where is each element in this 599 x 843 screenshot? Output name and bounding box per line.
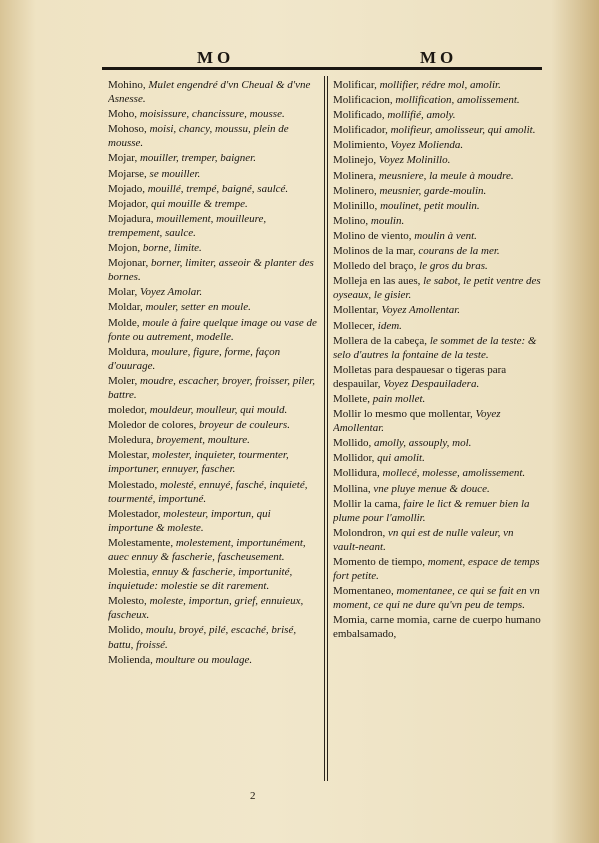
entry-headword: Molestador, — [108, 507, 161, 520]
entry-headword: Molletas para despauesar o tigeras para despauilar, — [333, 363, 507, 390]
header-left: MO — [197, 48, 235, 67]
header-rule — [102, 67, 542, 70]
entry-headword: Molondron, — [333, 526, 386, 539]
dictionary-entry — [333, 451, 541, 465]
entry-headword: Mojador, — [108, 197, 149, 210]
dictionary-entry — [108, 448, 318, 476]
left-column — [108, 78, 318, 783]
right-column — [333, 78, 541, 783]
entry-headword: Mojon, — [108, 242, 141, 255]
entry-definition: borne, limite. — [140, 242, 202, 255]
dictionary-entry — [108, 316, 318, 344]
dictionary-entry — [333, 184, 541, 198]
dictionary-entry — [333, 93, 541, 107]
dictionary-entry — [108, 345, 318, 373]
entry-definition: courans de la mer. — [415, 245, 500, 258]
entry-definition: mouillement, mouilleure, trempement, saulce. — [108, 212, 267, 239]
dictionary-entry — [333, 259, 541, 273]
entry-headword: Mojarse, — [108, 167, 147, 180]
entry-definition: moudre, escacher, broyer, froisser, piler, battre. — [108, 374, 316, 401]
dictionary-entry — [333, 108, 541, 122]
entry-headword: Moho, — [108, 108, 138, 121]
dictionary-entry — [108, 433, 318, 447]
entry-definition: meusnier, garde-moulin. — [376, 184, 487, 197]
entry-headword: Mollina, — [333, 482, 371, 495]
dictionary-entry — [333, 319, 541, 333]
entry-headword: Mollidor, — [333, 452, 375, 465]
entry-definition: ennuy & fascherie, importunité, inquietude: molestie se dit rarement. — [108, 566, 293, 593]
entry-definition: moulure, figure, forme, façon d'ouurage. — [108, 345, 281, 372]
entry-definition: vne pluye menue & douce. — [370, 482, 490, 495]
entry-definition: broyement, moulture. — [153, 434, 250, 447]
entry-headword: Molestamente, — [108, 536, 174, 549]
entry-headword: Momia, carne momia, carne de cuerpo humano embalsamado, — [333, 614, 541, 641]
entry-definition: Voyez Amollentar. — [378, 304, 461, 317]
entry-headword: Mohoso, — [108, 123, 147, 136]
entry-headword: Moldura, — [108, 345, 149, 358]
dictionary-entry — [333, 229, 541, 243]
entry-definition: idem. — [375, 319, 402, 332]
dictionary-entry — [108, 285, 318, 299]
entry-headword: Molestia, — [108, 566, 150, 579]
dictionary-entry — [333, 613, 541, 641]
entry-headword: Mollir la cama, — [333, 497, 401, 510]
dictionary-entry — [333, 334, 541, 362]
dictionary-entry — [108, 536, 318, 564]
entry-headword: Molar, — [108, 286, 138, 299]
dictionary-entry — [333, 482, 541, 496]
dictionary-entry — [333, 169, 541, 183]
entry-definition: moulture ou moulage. — [152, 653, 253, 666]
entry-definition: mollifier, rédre mol, amolir. — [376, 79, 501, 91]
entry-headword: Mollido, — [333, 437, 372, 450]
entry-headword: Moledor de colores, — [108, 419, 197, 432]
entry-definition: molester, inquieter, tourmenter, importuner, ennuyer, fascher. — [108, 449, 289, 476]
entry-definition: moulinet, petit moulin. — [377, 199, 480, 212]
entry-headword: Molinero, — [333, 184, 377, 197]
entry-definition: meusniere, la meule à moudre. — [376, 169, 514, 182]
entry-definition: moisissure, chancissure, mousse. — [137, 108, 285, 121]
entry-headword: Molestado, — [108, 478, 158, 491]
running-header — [102, 48, 542, 70]
entry-headword: Molido, — [108, 624, 144, 637]
column-divider — [324, 76, 328, 781]
entry-headword: Molificacion, — [333, 94, 393, 107]
entry-definition: moment, espace de temps fort petite. — [333, 556, 540, 583]
entry-headword: Mojado, — [108, 182, 145, 195]
entry-definition: se mouiller. — [146, 167, 201, 180]
dictionary-entry — [333, 274, 541, 302]
entry-headword: Molienda, — [108, 653, 153, 666]
dictionary-entry — [333, 138, 541, 152]
dictionary-entry — [333, 123, 541, 137]
dictionary-entry — [333, 392, 541, 406]
entry-headword: Mojonar, — [108, 257, 149, 270]
dictionary-entry — [333, 303, 541, 317]
dictionary-entry — [108, 374, 318, 402]
entry-headword: Molino, — [333, 214, 369, 227]
entry-headword: Mollete, — [333, 392, 370, 405]
entry-headword: Mollecer, — [333, 319, 376, 332]
entry-definition: molifieur, amolisseur, qui amolit. — [387, 124, 536, 137]
dictionary-entry — [108, 403, 318, 417]
entry-definition: Voyez Amolar. — [137, 286, 203, 299]
entry-headword: Mollera de la cabeça, — [333, 334, 428, 347]
entry-headword: Mollir lo mesmo que mollentar, — [333, 408, 473, 421]
entry-headword: Molestar, — [108, 449, 150, 462]
entry-definition: momentanee, ce qui se fait en vn moment, ce qui ne dure qu'vn peu de temps. — [333, 585, 540, 612]
footer-mark: 2 — [250, 790, 256, 802]
dictionary-entry — [333, 436, 541, 450]
entry-headword: Molificador, — [333, 124, 388, 137]
entry-headword: Molde, — [108, 316, 140, 329]
entry-headword: Mojadura, — [108, 212, 154, 225]
dictionary-entry — [333, 153, 541, 167]
entry-headword: Moledura, — [108, 434, 154, 447]
dictionary-entry — [333, 555, 541, 583]
entry-definition: moulu, broyé, pilé, escaché, brisé, battu, froissé. — [108, 624, 297, 651]
entry-headword: Moldar, — [108, 301, 143, 314]
dictionary-entry — [333, 78, 541, 92]
dictionary-entry — [108, 167, 318, 181]
dictionary-entry — [108, 197, 318, 211]
dictionary-entry — [108, 256, 318, 284]
entry-definition: moulin à vent. — [411, 229, 477, 242]
entry-headword: Molinejo, — [333, 154, 377, 167]
entry-headword: Molledo del braço, — [333, 260, 417, 273]
dictionary-entry — [108, 653, 318, 667]
entry-headword: Mohino, — [108, 79, 146, 91]
entry-definition: mouldeur, moulleur, qui mould. — [146, 404, 288, 417]
entry-headword: Molificar, — [333, 79, 377, 91]
entry-definition: Mulet engendré d'vn Cheual & d'vne Asnesse. — [108, 79, 311, 106]
entry-headword: Molinera, — [333, 169, 377, 182]
entry-definition: vn qui est de nulle valeur, vn vault-neant. — [333, 526, 514, 553]
entry-definition: molesté, ennuyé, fasché, inquieté, tourmenté, importuné. — [108, 478, 308, 505]
dictionary-entry — [333, 407, 541, 435]
entry-headword: Molleja en las aues, — [333, 275, 421, 288]
entry-headword: moledor, — [108, 404, 147, 417]
entry-definition: moisi, chancy, moussu, plein de mousse. — [108, 123, 289, 150]
dictionary-entry — [333, 244, 541, 258]
entry-definition: moleste, importun, grief, ennuieux, fascheux. — [108, 595, 304, 622]
entry-headword: Molinos de la mar, — [333, 245, 416, 258]
dictionary-entry — [108, 78, 318, 106]
dictionary-entry — [108, 623, 318, 651]
entry-headword: Molimiento, — [333, 139, 388, 152]
entry-headword: Molesto, — [108, 595, 147, 608]
dictionary-entry — [108, 565, 318, 593]
dictionary-entry — [333, 466, 541, 480]
entry-definition: Voyez Molinillo. — [376, 154, 451, 167]
entry-headword: Molino de viento, — [333, 229, 412, 242]
entry-definition: mollifié, amoly. — [384, 109, 456, 122]
entry-headword: Mollidura, — [333, 467, 380, 480]
dictionary-entry — [108, 107, 318, 121]
dictionary-entry — [333, 363, 541, 391]
entry-definition: mouler, setter en moule. — [142, 301, 251, 314]
dictionary-entry — [108, 241, 318, 255]
entry-definition: molestement, importunément, auec ennuy & fascherie, fascheusement. — [108, 536, 306, 563]
entry-definition: Voyez Amollentar. — [333, 408, 501, 435]
dictionary-entry — [108, 122, 318, 150]
entry-headword: Momento de tiempo, — [333, 556, 425, 568]
entry-definition: qui amolit. — [374, 452, 425, 465]
dictionary-entry — [108, 300, 318, 314]
entry-definition: moulin. — [368, 214, 405, 227]
dictionary-entry — [333, 199, 541, 213]
entry-definition: mollecé, molesse, amolissement. — [379, 467, 526, 480]
entry-definition: borner, limiter, asseoir & planter des bornes. — [108, 257, 314, 284]
dictionary-entry — [108, 478, 318, 506]
entry-definition: Voyez Molienda. — [387, 139, 464, 152]
entry-definition: le sabot, le petit ventre des oyseaux, le gisier. — [333, 275, 541, 302]
dictionary-entry — [108, 594, 318, 622]
entry-definition: faire le lict & remuer bien la plume pour l'amollir. — [333, 497, 530, 524]
entry-definition: amolly, assouply, mol. — [371, 437, 472, 450]
entry-headword: Momentaneo, — [333, 585, 394, 598]
entry-headword: Molificado, — [333, 109, 385, 122]
entry-definition: broyeur de couleurs. — [196, 419, 290, 432]
header-right: MO — [420, 48, 458, 67]
dictionary-entry — [333, 526, 541, 554]
entry-definition: le sommet de la teste: & selo d'autres la fontaine de la teste. — [333, 334, 537, 361]
entry-definition: mollification, amolissement. — [392, 94, 520, 107]
entry-definition: pain mollet. — [369, 392, 426, 405]
dictionary-entry — [333, 584, 541, 612]
entry-definition: le gros du bras. — [416, 260, 488, 273]
dictionary-entry — [108, 507, 318, 535]
entry-definition: mouillé, trempé, baigné, saulcé. — [144, 182, 289, 195]
entry-definition: molesteur, importun, qui importune & moleste. — [108, 507, 271, 534]
dictionary-entry — [108, 151, 318, 165]
entry-definition: qui mouille & trempe. — [148, 197, 248, 210]
entry-definition: mouiller, tremper, baigner. — [137, 152, 256, 165]
dictionary-entry — [108, 212, 318, 240]
entry-headword: Molinillo, — [333, 199, 378, 212]
entry-headword: Mojar, — [108, 152, 138, 165]
dictionary-entry — [333, 497, 541, 525]
dictionary-entry — [333, 214, 541, 228]
entry-definition: moule à faire quelque image ou vase de fonte ou autrement, modelle. — [108, 316, 317, 343]
dictionary-entry — [108, 418, 318, 432]
entry-headword: Moler, — [108, 374, 138, 387]
dictionary-entry — [108, 182, 318, 196]
entry-headword: Mollentar, — [333, 304, 379, 317]
entry-definition: Voyez Despauiladera. — [380, 377, 480, 390]
